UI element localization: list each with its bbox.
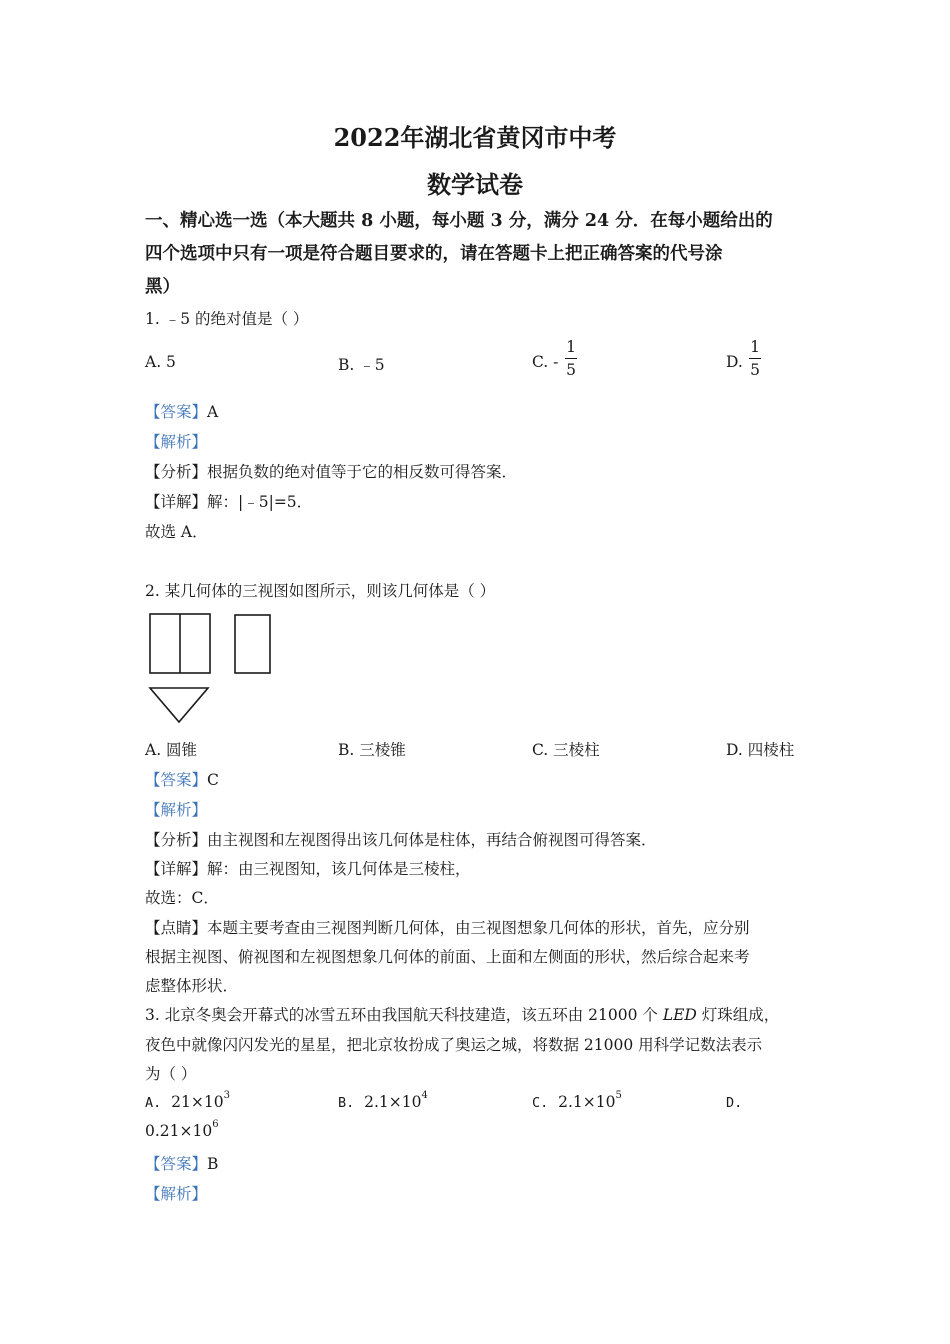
q1-detail-line: [145, 490, 312, 512]
analysis-tag: 【分析】: [145, 831, 208, 849]
q1-option-c-label: C. -: [532, 353, 559, 371]
fraction-bar: [565, 358, 577, 359]
q1-option-c-denominator: 5: [566, 361, 576, 379]
q1-answer: A: [207, 403, 219, 421]
q3-option-d-label-text: D.: [726, 1095, 743, 1111]
q2-detail-line: [145, 857, 471, 879]
q1-option-d-fraction: [749, 338, 761, 379]
q1-conclusion: 故选 A．: [145, 523, 208, 541]
q3-option-b-exponent: 4: [421, 1090, 428, 1101]
q2-comment-text1: 本题主要考查由三视图判断几何体，由三视图想象几何体的形状，首先，应分别: [207, 919, 750, 937]
page-subtitle: 数学试卷: [427, 170, 523, 199]
side-view: [235, 615, 270, 673]
q3-option-c: [532, 1090, 622, 1111]
q2-answer: C: [207, 771, 219, 789]
q3-option-b-base: 2.1×10: [364, 1093, 422, 1111]
q2-option-a: A. 圆锥: [145, 741, 198, 759]
q2-jiexi-tag: 【解析】: [145, 801, 208, 819]
q3-option-a-base: 21×10: [171, 1093, 224, 1111]
q3-stem-line1: [145, 1003, 779, 1025]
q2-option-b: B. 三棱锥: [338, 741, 406, 759]
q3-option-a-label: A.: [145, 1095, 162, 1111]
q3-option-b-label: B.: [338, 1095, 355, 1111]
comment-tag: 【点睛】: [145, 919, 208, 937]
q2-analysis-line: [145, 828, 657, 850]
q1-option-d-numerator: 1: [750, 338, 760, 356]
q2-comment-line1: [145, 916, 750, 938]
q2-stem: 2. 某几何体的三视图如图所示，则该几何体是（ ）: [145, 582, 496, 600]
q1-option-c-fraction: [565, 338, 577, 379]
q1-option-b: B. ﹣5: [338, 356, 385, 374]
q3-answer-line: [145, 1152, 218, 1174]
q3-stem-line2: 夜色中就像闪闪发光的星星，把北京妆扮成了奥运之城，将数据 21000 用科学记数法表示: [145, 1036, 763, 1054]
detail-tag: 【详解】: [145, 860, 208, 878]
q3-option-b: [338, 1090, 428, 1111]
section-heading-line3: 黑）: [145, 277, 180, 297]
q1-option-d-label: D.: [726, 353, 743, 371]
top-view: [150, 688, 208, 722]
q1-analysis: 根据负数的绝对值等于它的相反数可得答案．: [207, 463, 518, 481]
fraction-bar: [749, 358, 761, 359]
answer-tag: 【答案】: [145, 1155, 208, 1173]
q2-comment-line3: 虑整体形状．: [145, 977, 239, 995]
page-title: 2022年湖北省黄冈市中考: [333, 123, 617, 152]
q1-option-d-denominator: 5: [750, 361, 760, 379]
section-heading-line1: 一、精心选一选（本大题共 8 小题，每小题 3 分，满分 24 分．在每小题给出的: [145, 211, 773, 231]
q3-option-d-label: [726, 1093, 742, 1111]
q1-analysis-line: [145, 460, 517, 482]
q2-analysis: 由主视图和左视图得出该几何体是柱体，再结合俯视图可得答案．: [207, 831, 657, 849]
q3-option-d-value: [145, 1119, 219, 1140]
q3-stem-part2: 灯珠组成，: [696, 1006, 780, 1024]
q3-stem-line3: 为（ ）: [145, 1065, 197, 1083]
q2-answer-line: [145, 768, 219, 790]
q3-stem-part1: 3. 北京冬奥会开幕式的冰雪五环由我国航天科技建造，该五环由 21000 个: [145, 1006, 663, 1024]
front-view: [150, 614, 210, 673]
answer-tag: 【答案】: [145, 403, 208, 421]
q3-option-a: [145, 1090, 230, 1111]
q3-answer: B: [207, 1155, 219, 1173]
q3-option-c-label: C.: [532, 1095, 549, 1111]
q1-jiexi-tag: 【解析】: [145, 433, 208, 451]
q3-jiexi-tag: 【解析】: [145, 1185, 208, 1203]
q1-answer-line: [145, 400, 218, 422]
q3-stem-led: LED: [662, 1006, 697, 1024]
q1-option-c-numerator: 1: [566, 338, 576, 356]
three-view-figure: [140, 605, 280, 727]
q2-comment-line2: 根据主视图、俯视图和左视图想象几何体的前面、上面和左侧面的形状，然后综合起来考: [145, 948, 750, 966]
q1-detail: 解：|﹣5|=5．: [207, 493, 313, 511]
q3-option-d-exponent: 6: [212, 1119, 219, 1130]
q2-option-c: C. 三棱柱: [532, 741, 600, 759]
section-heading-line2: 四个选项中只有一项是符合题目要求的，请在答题卡上把正确答案的代号涂: [145, 244, 723, 264]
q2-option-d: D. 四棱柱: [726, 741, 795, 759]
analysis-tag: 【分析】: [145, 463, 208, 481]
detail-tag: 【详解】: [145, 493, 208, 511]
q3-option-a-exponent: 3: [223, 1090, 230, 1101]
q2-detail: 解：由三视图知，该几何体是三棱柱，: [207, 860, 471, 878]
q3-option-d-base: 0.21×10: [145, 1122, 213, 1140]
q3-option-c-exponent: 5: [615, 1090, 622, 1101]
side-view-outline: [235, 615, 270, 673]
q1-option-a: A. 5: [145, 353, 176, 371]
top-view-triangle: [150, 688, 208, 722]
q3-option-c-base: 2.1×10: [558, 1093, 616, 1111]
q1-stem: 1. ﹣5 的绝对值是（ ）: [145, 310, 309, 328]
answer-tag: 【答案】: [145, 771, 208, 789]
q2-conclusion: 故选：C．: [145, 889, 219, 907]
